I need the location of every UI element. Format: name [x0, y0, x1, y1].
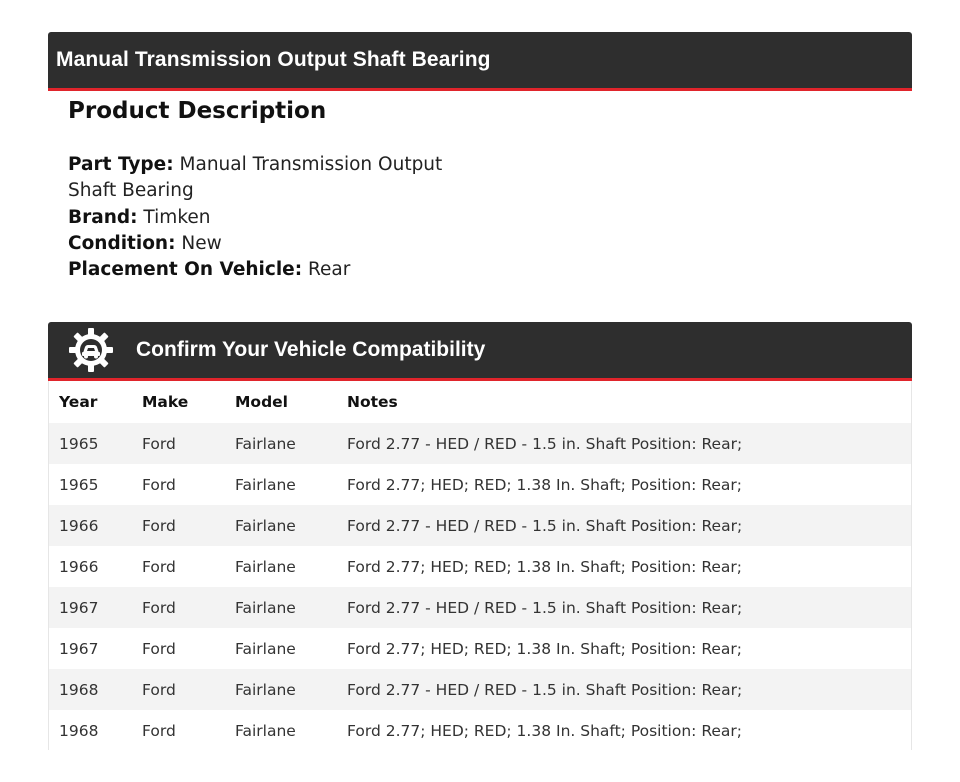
- cell-notes: Ford 2.77; HED; RED; 1.38 In. Shaft; Position: Rear;: [347, 557, 743, 576]
- description-heading: Product Description: [68, 98, 327, 124]
- cell-year: 1965: [59, 434, 99, 453]
- compatibility-table: [49, 381, 911, 751]
- brand-label: Brand:: [68, 206, 138, 228]
- cell-model: Fairlane: [235, 721, 296, 740]
- cell-notes: Ford 2.77 - HED / RED - 1.5 in. Shaft Position: Rear;: [347, 434, 743, 453]
- condition-label: Condition:: [68, 232, 176, 254]
- placement-line: [68, 257, 488, 283]
- cell-notes: Ford 2.77; HED; RED; 1.38 In. Shaft; Position: Rear;: [347, 475, 743, 494]
- column-header-make: Make: [142, 393, 189, 411]
- column-header-notes: Notes: [347, 393, 398, 411]
- cell-notes: Ford 2.77; HED; RED; 1.38 In. Shaft; Position: Rear;: [347, 721, 743, 740]
- title-bar: [48, 32, 912, 91]
- placement-label: Placement On Vehicle:: [68, 259, 303, 281]
- compatibility-heading: Confirm Your Vehicle Compatibility: [136, 338, 486, 361]
- placement-value: Rear: [308, 259, 351, 281]
- page-title: Manual Transmission Output Shaft Bearing: [56, 48, 491, 71]
- table-row: [49, 669, 911, 710]
- table-row: [49, 505, 911, 546]
- column-header-model: Model: [235, 393, 288, 411]
- cell-model: Fairlane: [235, 557, 296, 576]
- cell-year: 1966: [59, 557, 99, 576]
- cell-notes: Ford 2.77; HED; RED; 1.38 In. Shaft; Position: Rear;: [347, 639, 743, 658]
- table-row: [49, 587, 911, 628]
- cell-make: Ford: [142, 516, 176, 535]
- cell-year: 1965: [59, 475, 99, 494]
- cell-year: 1967: [59, 639, 99, 658]
- table-row: [49, 710, 911, 751]
- compatibility-table-wrap: [48, 381, 912, 750]
- cell-year: 1968: [59, 680, 99, 699]
- table-row: [49, 628, 911, 669]
- cell-notes: Ford 2.77 - HED / RED - 1.5 in. Shaft Position: Rear;: [347, 516, 743, 535]
- cell-make: Ford: [142, 434, 176, 453]
- cell-make: Ford: [142, 598, 176, 617]
- product-description: [68, 96, 488, 283]
- cell-year: 1967: [59, 598, 99, 617]
- gear-car-icon: [68, 327, 114, 373]
- cell-year: 1968: [59, 721, 99, 740]
- part-type-line: [68, 152, 488, 205]
- cell-year: 1966: [59, 516, 99, 535]
- cell-make: Ford: [142, 475, 176, 494]
- cell-model: Fairlane: [235, 434, 296, 453]
- cell-make: Ford: [142, 557, 176, 576]
- part-type-label: Part Type:: [68, 154, 174, 175]
- cell-make: Ford: [142, 639, 176, 658]
- cell-model: Fairlane: [235, 475, 296, 494]
- table-row: [49, 464, 911, 505]
- cell-model: Fairlane: [235, 639, 296, 658]
- cell-notes: Ford 2.77 - HED / RED - 1.5 in. Shaft Position: Rear;: [347, 680, 743, 699]
- condition-line: [68, 231, 488, 257]
- cell-make: Ford: [142, 680, 176, 699]
- table-row: [49, 423, 911, 464]
- table-row: [49, 546, 911, 587]
- cell-notes: Ford 2.77 - HED / RED - 1.5 in. Shaft Position: Rear;: [347, 598, 743, 617]
- table-header-row: [49, 381, 911, 423]
- cell-model: Fairlane: [235, 516, 296, 535]
- cell-make: Ford: [142, 721, 176, 740]
- brand-line: [68, 205, 488, 231]
- brand-value: Timken: [143, 206, 211, 228]
- cell-model: Fairlane: [235, 598, 296, 617]
- column-header-year: Year: [59, 393, 98, 411]
- cell-model: Fairlane: [235, 680, 296, 699]
- condition-value: New: [181, 232, 222, 254]
- part-type-value: Manual Transmission Output Shaft Bearing: [68, 154, 443, 202]
- compatibility-bar: [48, 322, 912, 381]
